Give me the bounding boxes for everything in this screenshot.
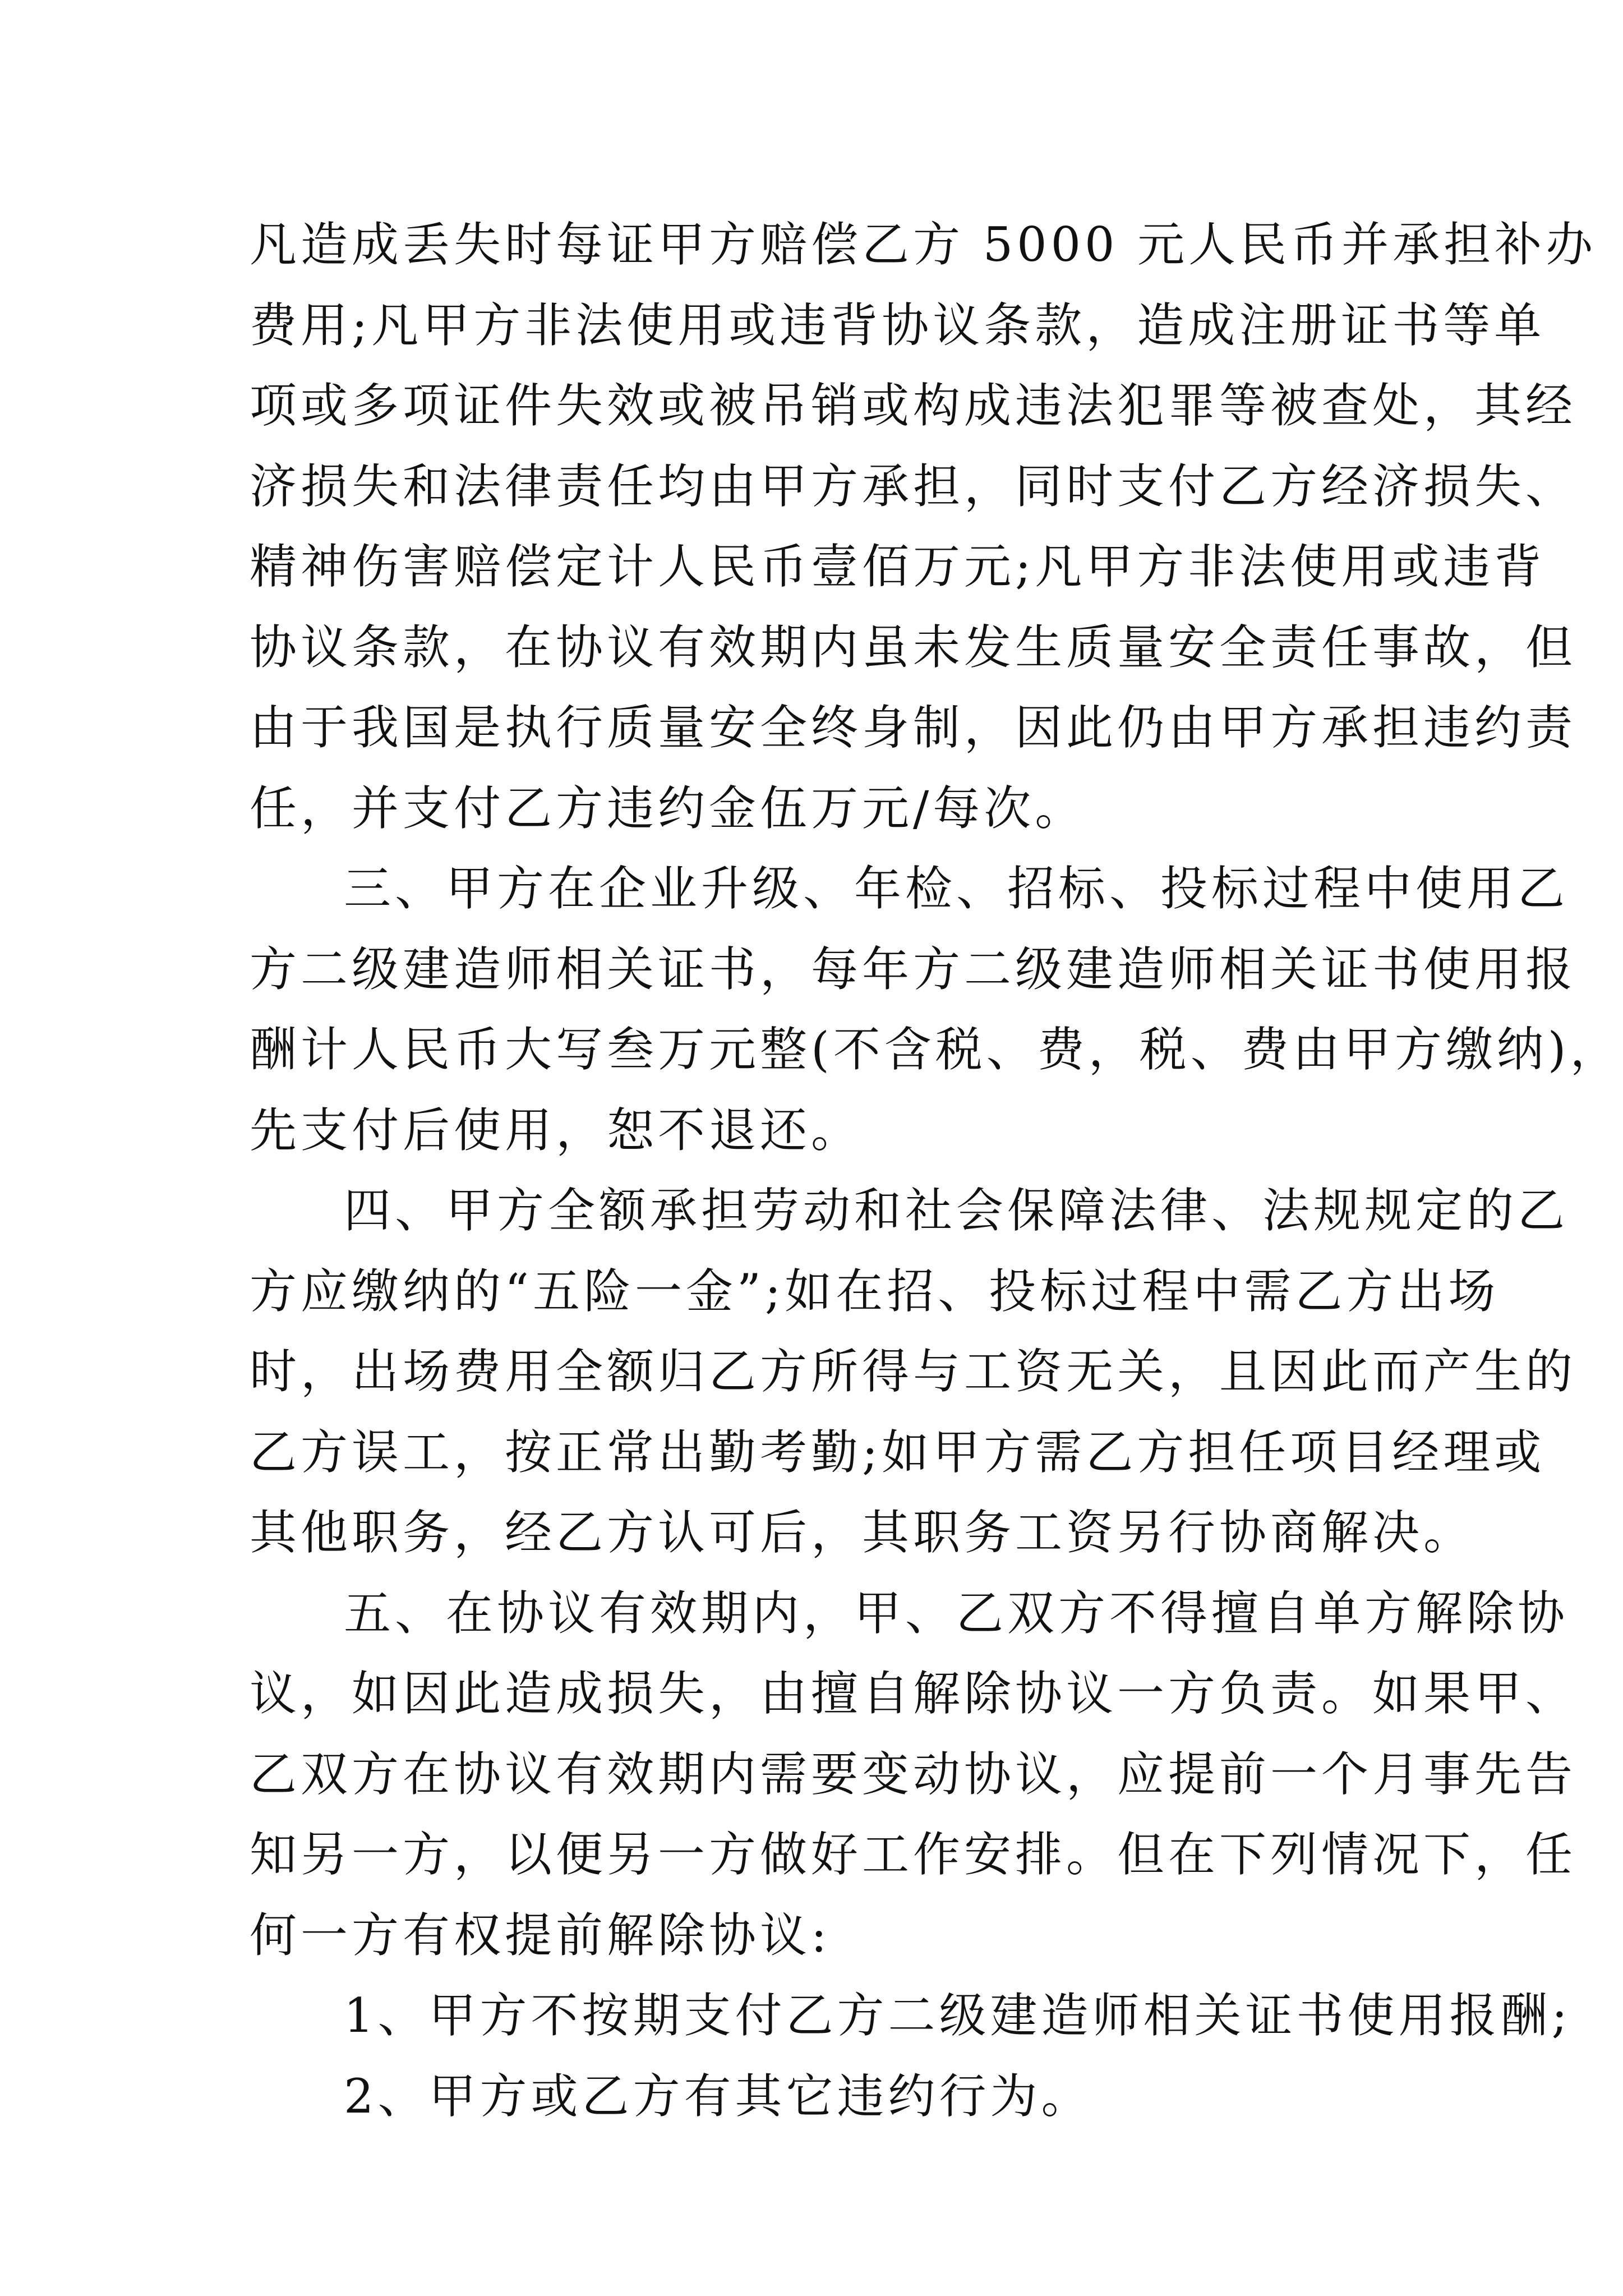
text-line: 其他职务，经乙方认可后，其职务工资另行协商解决。 bbox=[250, 1505, 1475, 1560]
text-line: 凡造成丢失时每证甲方赔偿乙方 5000 元人民币并承担补办 bbox=[250, 217, 1597, 272]
text-line: 由于我国是执行质量安全终身制，因此仍由甲方承担违约责 bbox=[250, 700, 1577, 755]
clause-four-start: 四、甲方全额承担劳动和社会保障法律、法规规定的乙 bbox=[344, 1183, 1569, 1238]
text-line: 议，如因此造成损失，由擅自解除协议一方负责。如果甲、 bbox=[250, 1666, 1577, 1721]
list-item-2: 2、甲方或乙方有其它违约行为。 bbox=[344, 2068, 1092, 2124]
text-line: 济损失和法律责任均由甲方承担，同时支付乙方经济损失、 bbox=[250, 458, 1577, 514]
text-line: 项或多项证件失效或被吊销或构成违法犯罪等被查处，其经 bbox=[250, 378, 1577, 433]
document-body bbox=[250, 205, 1621, 2137]
text-line: 何一方有权提前解除协议: bbox=[250, 1907, 831, 1963]
text-line: 协议条款，在协议有效期内虽未发生质量安全责任事故，但 bbox=[250, 619, 1577, 675]
text-line: 任，并支付乙方违约金伍万元/每次。 bbox=[250, 780, 1086, 836]
text-line: 精神伤害赔偿定计人民币壹佰万元;凡甲方非法使用或违背 bbox=[250, 539, 1546, 594]
text-line: 方应缴纳的“五险一金”;如在招、投标过程中需乙方出场 bbox=[250, 1263, 1500, 1319]
text-line: 先支付后使用，恕不退还。 bbox=[250, 1102, 863, 1158]
text-line: 知另一方，以便另一方做好工作安排。但在下列情况下，任 bbox=[250, 1827, 1577, 1882]
text-line: 费用;凡甲方非法使用或违背协议条款，造成注册证书等单 bbox=[250, 297, 1546, 353]
text-line: 乙方误工，按正常出勤考勤;如甲方需乙方担任项目经理或 bbox=[250, 1424, 1546, 1480]
text-line: 酬计人民币大写叁万元整(不含税、费，税、费由甲方缴纳)， bbox=[250, 1022, 1621, 1077]
clause-five-start: 五、在协议有效期内，甲、乙双方不得擅自单方解除协 bbox=[344, 1585, 1569, 1641]
text-line: 时，出场费用全额归乙方所得与工资无关，且因此而产生的 bbox=[250, 1344, 1577, 1399]
text-line: 乙双方在协议有效期内需要变动协议，应提前一个月事先告 bbox=[250, 1746, 1577, 1802]
clause-three-start: 三、甲方在企业升级、年检、招标、投标过程中使用乙 bbox=[344, 861, 1569, 916]
list-item-1: 1、甲方不按期支付乙方二级建造师相关证书使用报酬; bbox=[344, 1988, 1571, 2043]
text-line: 方二级建造师相关证书，每年方二级建造师相关证书使用报 bbox=[250, 941, 1577, 997]
